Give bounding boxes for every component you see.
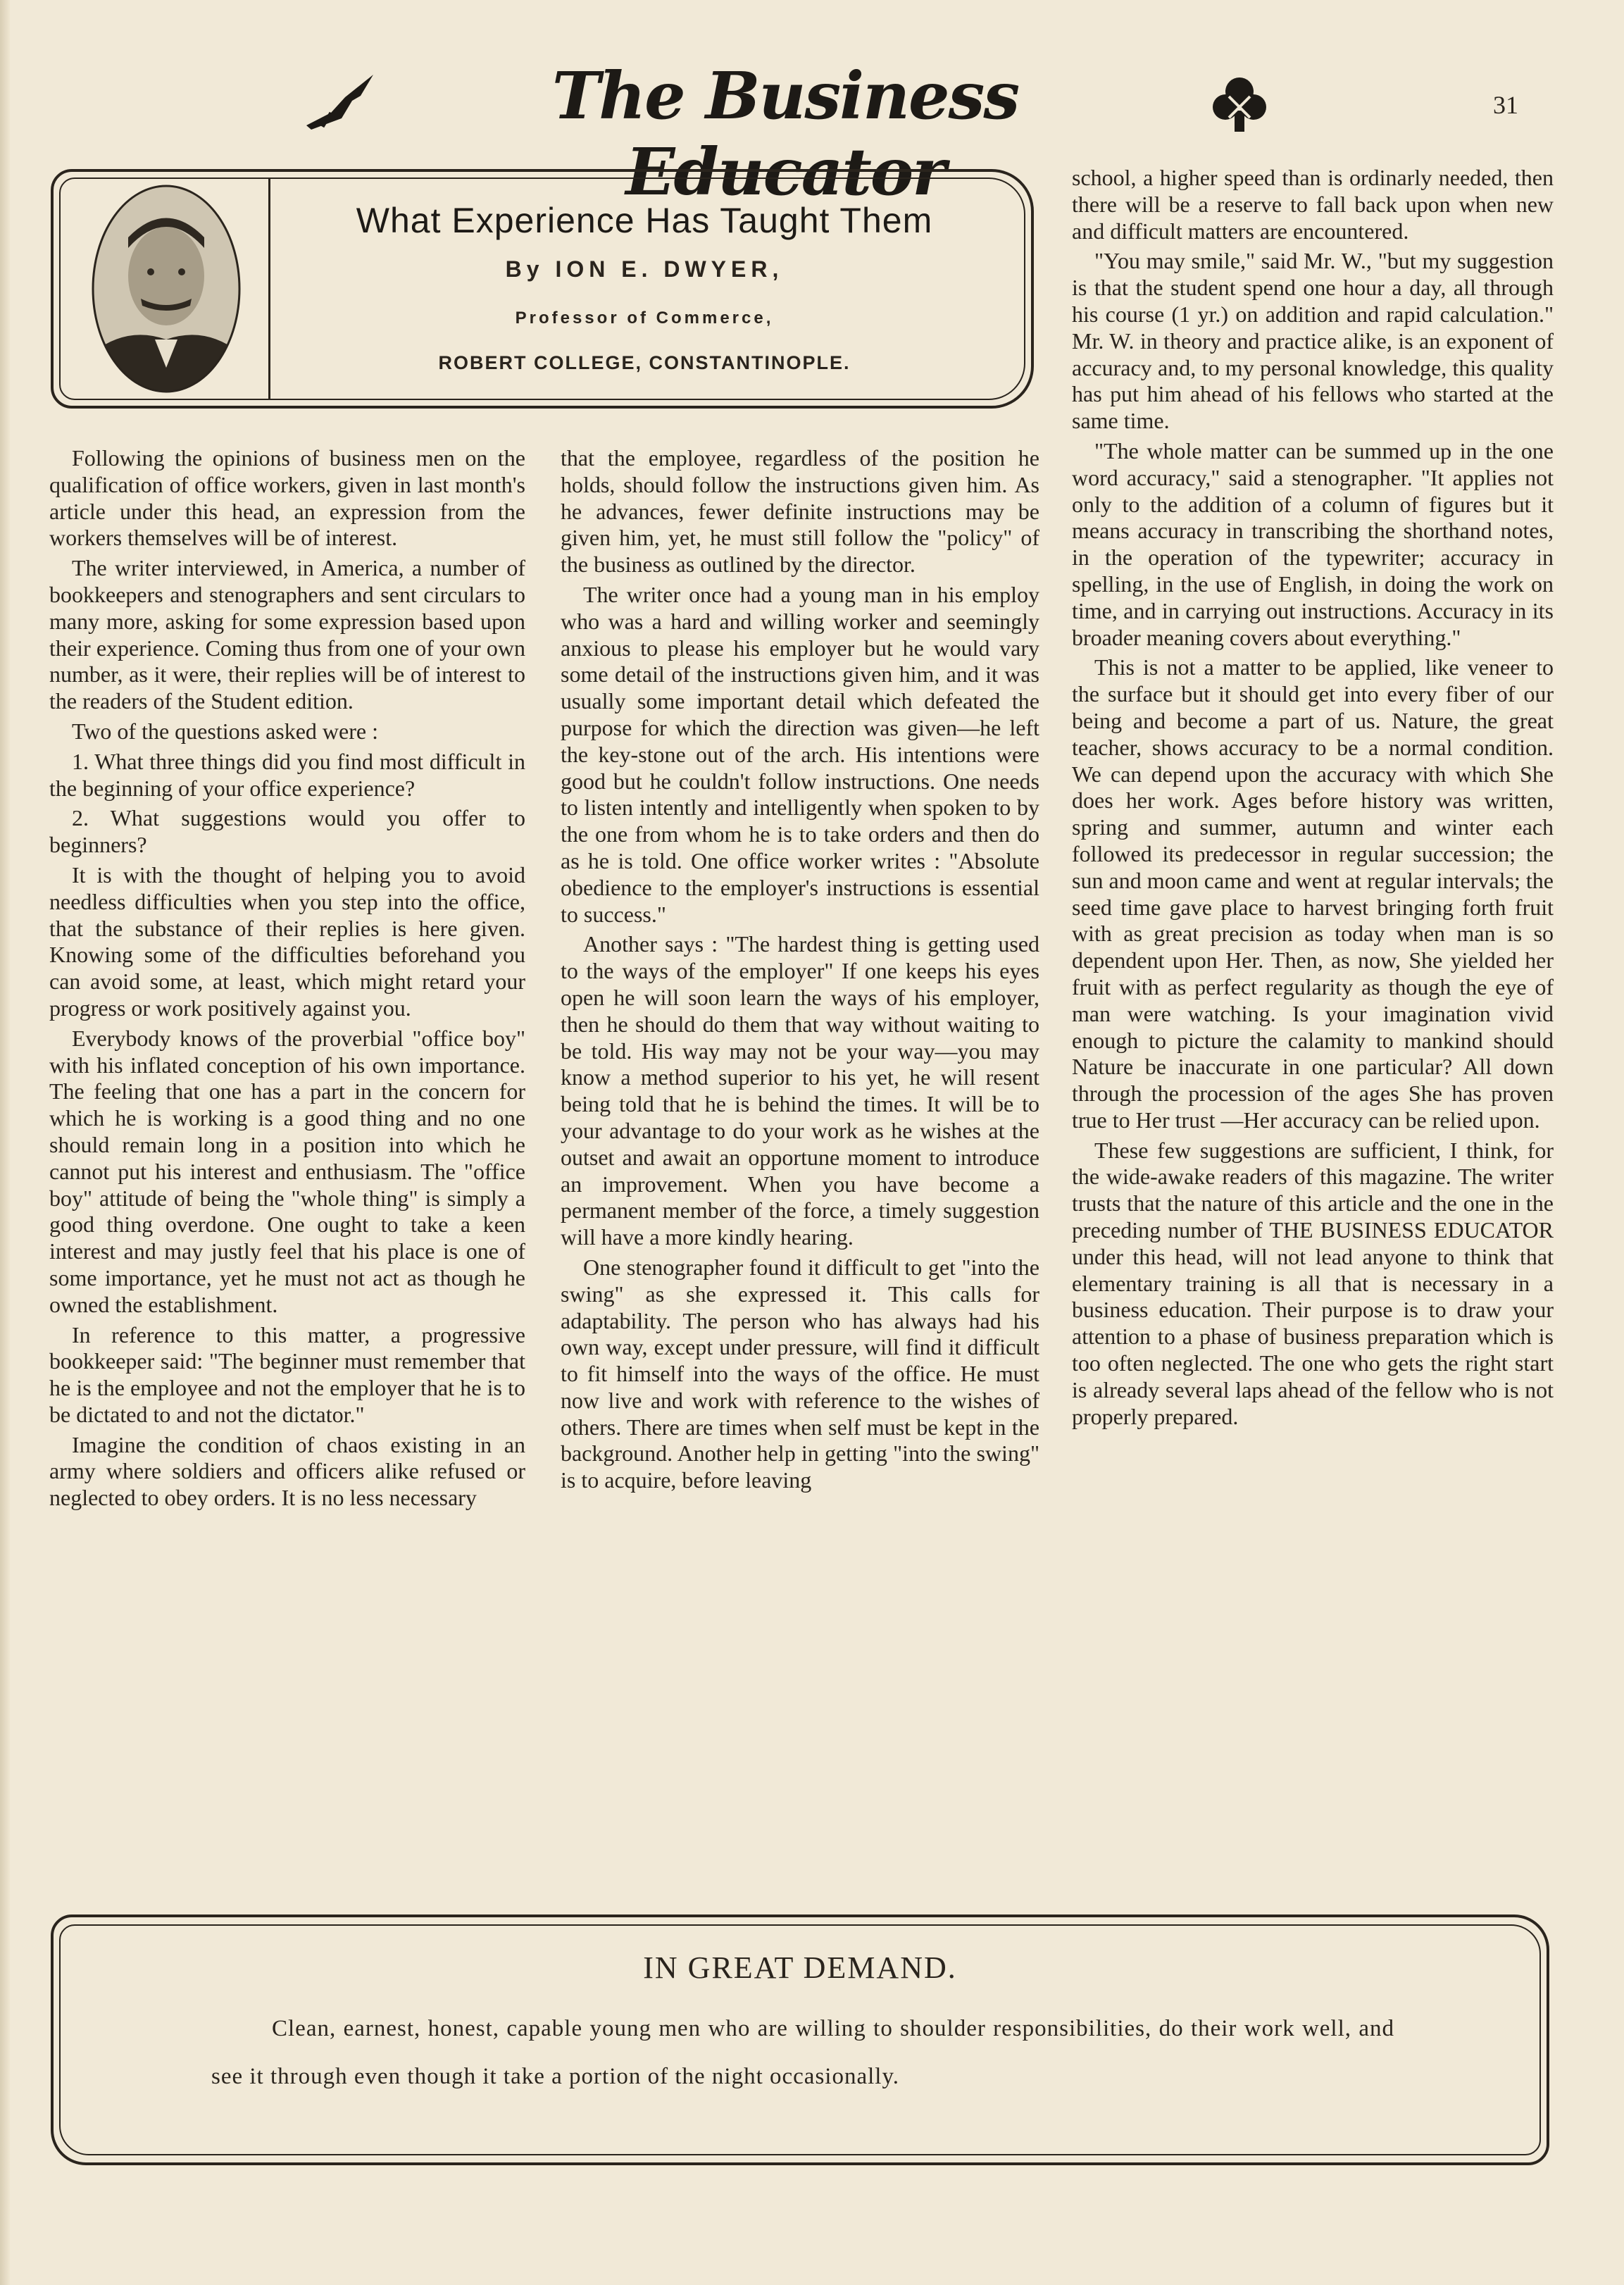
article-byline: By ION E. DWYER, [505,256,784,282]
masthead-title: The Business Educator [551,58,1019,210]
paragraph: Another says : "The hardest thing is getting used to the ways of the employer" If one keeps his eyes open he will soon learn the ways of his employer, then he should do them that way without waiting to be told. His way may not be your way—you may know a method superior to his yet, he will resent being told that he is behind the times. It will be to your advantage to do your work as he wishes at the outset and await an opportune moment to introduce an improvement. When you have become a permanent member of the force, a timely suggestion will have a more kindly hearing. [561,931,1039,1250]
paragraph: 1. What three things did you find most difficult in the beginning of your office experience? [49,748,525,801]
page-number: 31 [1493,91,1518,119]
paragraph: The writer once had a young man in his employ who was a hard and willing worker and seemingly anxious to please his employer but he would vary some detail of the instructions given him, and it was usually some important detail which defeated the purpose for which the direction was given—he left the key-stone out of the arch. His intentions were good but he couldn't follow instructions. One needs to listen intently and intelligently when spoken to by the one from whom he is to take orders and then do as he is told. One office worker writes : "Absolute obedience to the employer's instructions is essential to success." [561,581,1039,927]
article-column-1 [49,445,525,1512]
paragraph: that the employee, regardless of the position he holds, should follow the instructions given him. As he advances, fewer definite instructions may be given him, yet, he must still follow the "policy" of the business as outlined by the director. [561,445,1039,578]
paragraph: The writer interviewed, in America, a number of bookkeepers and stenographers and sent circulars to many more, asking for some expression based upon their experience. Coming thus from one of your own number, as it were, their replies will be of interest to the readers of the Student edition. [49,555,525,714]
paragraph: 2. What suggestions would you offer to beginners? [49,805,525,858]
quill-icon [303,69,380,132]
paragraph: One stenographer found it difficult to get "into the swing" as she expressed it. This calls for adaptability. The person who has always had his own way, except under pressure, will find it difficult to fit himself into the ways of the office. He must now live and work with reference to the wishes of others. There are times when self must be kept in the background. Another help in getting "into the swing" is to acquire, before leaving [561,1254,1039,1493]
paragraph: Following the opinions of business men on the qualification of office workers, given in last month's article under this head, an expression from the workers themselves will be of interest. [49,445,525,551]
author-affiliation: ROBERT COLLEGE, CONSTANTINOPLE. [438,352,851,373]
author-portrait [92,185,241,393]
notice-title: IN GREAT DEMAND. [643,1950,957,1985]
paragraph: In reference to this matter, a progressive bookkeeper said: "The beginner must remember that he is the employee and not the employer that he is to be dictated to and not the dictator." [49,1321,525,1427]
paragraph: Everybody knows of the proverbial "office boy" with his inflated conception of his own importance. The feeling that one has a part in the concern for which he is working is a good thing and no one should remain long in a position into which he cannot put his interest and enthusiasm. The "office boy" attitude of being the "whole thing" is simply a good thing overdone. One ought to take a keen interest and may justly feel that his place is one of some importance, yet he must not act as though he owned the establishment. [49,1025,525,1317]
article-column-2 [561,445,1039,1494]
paragraph: It is with the thought of helping you to avoid needless difficulties when you step into the office, that the substance of their replies is here given. Knowing some of the difficulties beforehand you can avoid some, at least, which might retard your progress or work positively against you. [49,861,525,1021]
paragraph: These few suggestions are sufficient, I think, for the wide-awake readers of this magazine. The writer trusts that the nature of this article and the one in the preceding number of THE BUSINESS EDUCATOR under this head, will not lead anyone to think that elementary training is all that is necessary in a business education. Their purpose is to draw your attention to a phase of business preparation which is too often neglected. The one who gets the right start is already several laps ahead of the fellow who is not properly prepared. [1072,1137,1554,1429]
ornament-icon [1208,72,1271,135]
notice-paragraph: Clean, earnest, honest, capable young men who are willing to shoulder responsibilities, do their work well, and see it through even though it take a portion of the night occasionally. [211,2016,1394,2089]
paragraph: school, a higher speed than is ordinarly needed, then there will be a reserve to fall back upon when new and difficult matters are encountered. [1072,165,1554,244]
paragraph: This is not a matter to be applied, like veneer to the surface but it should get into every fiber of our being and become a part of us. Nature, the great teacher, shows accuracy to be a normal condition. We can depend upon the accuracy with which She does her work. Ages before history was written, spring and summer, autumn and winter each followed its predecessor in regular succession; the sun and moon came and went at regular intervals; the seed time gave place to harvest bringing forth fruit with as great precision as today when man is so dependent upon Her. Then, as now, She yielded her fruit with as perfect regularity as though the eye of man were watching. Is your imagination vivid enough to picture the calamity to mankind should Nature be inaccurate in one particular? All down through the procession of the ages She has proven true to Her trust —Her accuracy can be relied upon. [1072,654,1554,1133]
paragraph: Two of the questions asked were : [72,718,378,744]
article-column-3 [1072,165,1554,1430]
page-edge [0,0,10,2285]
paragraph: Imagine the condition of chaos existing in an army where soldiers and officers alike refused or neglected to obey orders. It is no less necessary [49,1431,525,1511]
paragraph: "The whole matter can be summed up in the one word accuracy," said a stenographer. "It applies not only to the addition of a column of figures but it means accuracy in transcribing the shorthand notes, in the operation of the typewriter; accuracy in spelling, in the use of English, in doing the work on time, and in carrying out instructions. Accuracy in its broader meaning covers about everything." [1072,437,1554,650]
notice-text [211,2005,1394,2100]
article-title: What Experience Has Taught Them [356,201,933,240]
author-title: Professor of Commerce, [515,309,774,328]
paragraph: "You may smile," said Mr. W., "but my suggestion is that the student spend one hour a day, all through his course (1 yr.) on addition and rapid calculation." Mr. W. in theory and practice alike, is an exponent of accuracy and, to my personal knowledge, this quality has put him ahead of his fellows who started at the same time. [1072,248,1554,434]
